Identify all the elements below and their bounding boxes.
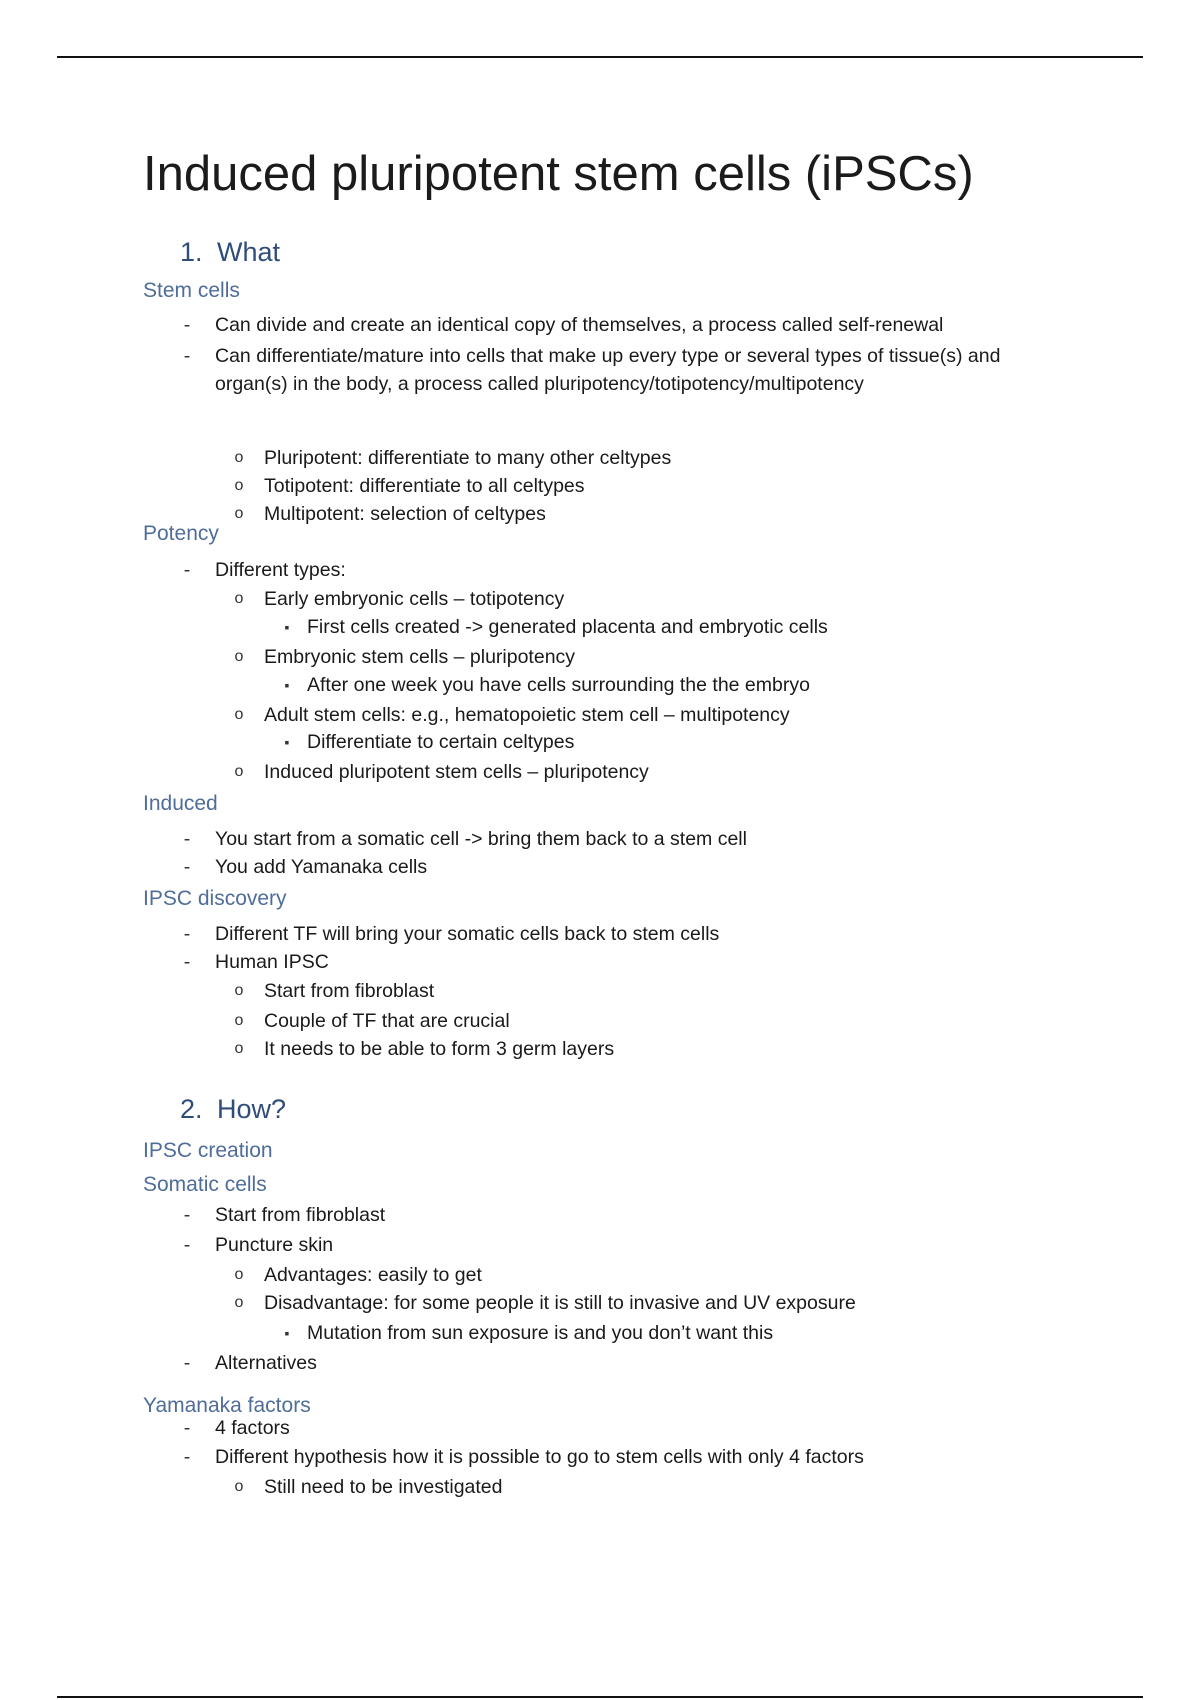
list-item-text: You start from a somatic cell -> bring them back to a stem cell [215, 828, 747, 850]
subsection-heading: IPSC creation [143, 1139, 273, 1162]
list-item [183, 948, 1075, 976]
bullet-marker: o [234, 477, 244, 494]
bullet-marker: - [183, 1204, 191, 1226]
bullet-marker: - [183, 951, 191, 973]
section-number: 2. [180, 1094, 203, 1124]
bullet-marker: o [234, 449, 244, 466]
bullet-marker: - [183, 1446, 191, 1468]
list-item [284, 613, 1067, 641]
list-item [284, 1319, 1067, 1347]
list-item [183, 920, 1075, 948]
list-item-text: Multipotent: selection of celtypes [264, 503, 546, 525]
bottom-rule [57, 1696, 1143, 1698]
list-item-text: After one week you have cells surrounding the the embryo [307, 674, 810, 696]
bullet-marker: o [234, 763, 244, 780]
list-item [183, 1201, 1075, 1229]
list-item [234, 1473, 1064, 1501]
list-item-text: Early embryonic cells – totipotency [264, 588, 565, 610]
list-item [234, 758, 1064, 786]
list-item-text: Couple of TF that are crucial [264, 1010, 510, 1032]
list-item-text: Pluripotent: differentiate to many other celtypes [264, 447, 672, 469]
list-item-text: It needs to be able to form 3 germ layers [264, 1038, 615, 1060]
list-item [183, 1414, 1075, 1442]
list-item [284, 671, 1067, 699]
list-item-text: Alternatives [215, 1352, 317, 1374]
list-item-text: Can differentiate/mature into cells that make up every type or several types of tissue(s) and organ(s) in the body, a process called pluripotency/totipotency/multipotency [215, 345, 1001, 395]
list-item-text: You add Yamanaka cells [215, 856, 428, 878]
list-item [234, 701, 1064, 729]
document-title: Induced pluripotent stem cells (iPSCs) [143, 147, 974, 201]
list-item-text: Adult stem cells: e.g., hematopoietic stem cell – multipotency [264, 704, 790, 726]
bullet-marker: ▪ [284, 1325, 290, 1341]
subsection-heading: Stem cells [143, 279, 240, 302]
list-item-text: Advantages: easily to get [264, 1264, 482, 1286]
bullet-marker: ▪ [284, 734, 290, 750]
list-item [234, 977, 1064, 1005]
bullet-marker: ▪ [284, 619, 290, 635]
bullet-marker: o [234, 505, 244, 522]
list-item-text: Start from fibroblast [215, 1204, 386, 1226]
list-item-text: Different types: [215, 559, 346, 581]
list-item [234, 444, 1064, 472]
bullet-marker: o [234, 1266, 244, 1283]
list-item-text: Different hypothesis how it is possible to go to stem cells with only 4 factors [215, 1446, 864, 1468]
section-heading [180, 237, 280, 268]
section-heading [180, 1094, 286, 1125]
subsection-heading: Yamanaka factors [143, 1394, 311, 1417]
list-item-text: Still need to be investigated [264, 1476, 503, 1498]
list-item [234, 472, 1064, 500]
list-item [183, 825, 1075, 853]
list-item [183, 1231, 1075, 1259]
list-item-text: First cells created -> generated placenta and embryotic cells [307, 616, 828, 638]
list-item [183, 853, 1075, 881]
bullet-marker: - [183, 314, 191, 336]
list-item-text: Puncture skin [215, 1234, 334, 1256]
list-item [234, 1261, 1064, 1289]
bullet-marker: ▪ [284, 677, 290, 693]
list-item-text: Differentiate to certain celtypes [307, 731, 575, 753]
bullet-marker: - [183, 856, 191, 878]
list-item-text: Induced pluripotent stem cells – pluripotency [264, 761, 649, 783]
list-item-text: Human IPSC [215, 951, 329, 973]
section-heading-text: How? [217, 1094, 287, 1124]
section-heading-text: What [217, 237, 281, 267]
bullet-marker: o [234, 1012, 244, 1029]
subsection-heading: IPSC discovery [143, 887, 287, 910]
list-item-text: Totipotent: differentiate to all celtypes [264, 475, 585, 497]
list-item [234, 1035, 1064, 1063]
subsection-heading: Induced [143, 792, 218, 815]
list-item-text: Start from fibroblast [264, 980, 435, 1002]
top-rule [57, 56, 1143, 58]
bullet-marker: - [183, 1417, 191, 1439]
bullet-marker: - [183, 1352, 191, 1374]
bullet-marker: o [234, 1294, 244, 1311]
list-item-text: Embryonic stem cells – pluripotency [264, 646, 576, 668]
subsection-heading: Potency [143, 522, 219, 545]
list-item-text: Different TF will bring your somatic cells back to stem cells [215, 923, 720, 945]
bullet-marker: o [234, 982, 244, 999]
list-item [183, 342, 1075, 398]
bullet-marker: o [234, 706, 244, 723]
list-item [183, 1349, 1075, 1377]
bullet-marker: o [234, 1040, 244, 1057]
bullet-marker: o [234, 648, 244, 665]
list-item [234, 1007, 1064, 1035]
list-item [234, 1289, 1064, 1317]
bullet-marker: - [183, 1234, 191, 1256]
bullet-marker: o [234, 1478, 244, 1495]
bullet-marker: o [234, 590, 244, 607]
bullet-marker: - [183, 345, 191, 367]
list-item-text: Can divide and create an identical copy of themselves, a process called self-renewal [215, 314, 944, 336]
list-item-text: Disadvantage: for some people it is still to invasive and UV exposure [264, 1292, 856, 1314]
bullet-marker: - [183, 828, 191, 850]
list-item [183, 1443, 1075, 1471]
list-item [234, 585, 1064, 613]
list-item-text: Mutation from sun exposure is and you don’t want this [307, 1322, 774, 1344]
bullet-marker: - [183, 559, 191, 581]
list-item [284, 728, 1067, 756]
list-item [234, 500, 1064, 528]
section-number: 1. [180, 237, 203, 267]
list-item [183, 556, 1075, 584]
list-item [234, 643, 1064, 671]
list-item-text: 4 factors [215, 1417, 290, 1439]
list-item [183, 311, 1075, 339]
subsection-heading: Somatic cells [143, 1173, 267, 1196]
bullet-marker: - [183, 923, 191, 945]
